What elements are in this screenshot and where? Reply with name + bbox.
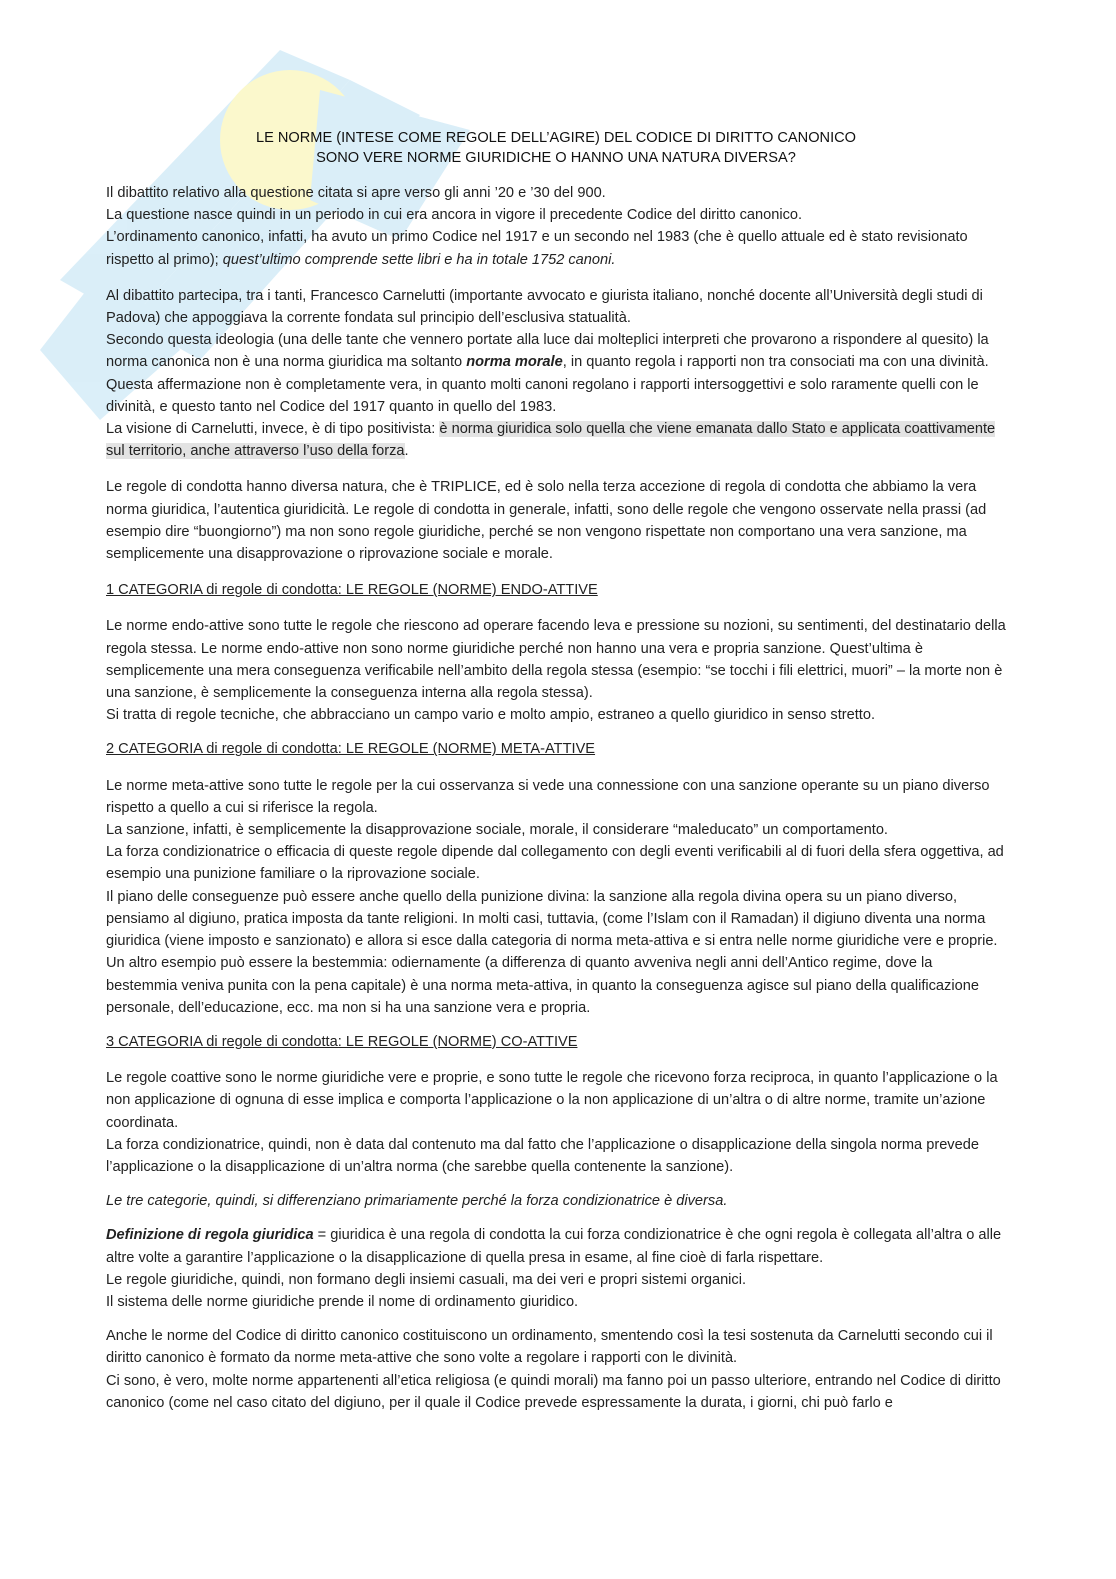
intro-line-3-italic: quest’ultimo comprende sette libri e ha in totale 1752 canoni.	[222, 251, 616, 268]
co-a: Le regole coattive sono le norme giuridiche vere e proprie, e sono tutte le regole che ricevono forza reciproca, in quanto l’applicazione o la non applicazione di ognuna di esse implica e comporta l’applicazione o la non applicazione di un’altra o di altre norme, tramite un’azione coordinata.	[106, 1070, 998, 1131]
meta-d: Il piano delle conseguenze può essere anche quello della punizione divina: la sanzione alla regola divina opera su un piano diverso, pensiamo al digiuno, pratica imposta da tante religioni. In molti casi, tuttavia, (come l’Islam con il Ramadan) il digiuno diventa una norma giuridica (viene imposto e sanzionato) e allora si esce dalla categoria di norma meta-attiva e si entra nelle norme giuridiche vere e proprie.	[106, 888, 998, 950]
intro-line-3	[106, 226, 1006, 270]
definition-b: Le regole giuridiche, quindi, non formano degli insiemi casuali, ma dei veri e propri sistemi organici.	[106, 1271, 747, 1288]
paragraph-carnelutti	[106, 285, 1006, 463]
carnelutti-b	[106, 329, 1006, 418]
title-line-2: SONO VERE NORME GIURIDICHE O HANNO UNA NATURA DIVERSA?	[316, 150, 796, 166]
meta-b: La sanzione, infatti, è semplicemente la disapprovazione sociale, morale, il considerare “maleducato” un comportamento.	[106, 822, 888, 839]
meta-c: La forza condizionatrice o efficacia di queste regole dipende dal collegamento con degli eventi verificabili al di fuori della sfera oggettiva, ad esempio una punizione familiare o la riprovazione sociale.	[106, 844, 1004, 883]
endo-a: Le norme endo-attive sono tutte le regole che riescono ad operare facendo leva e pressione su nozioni, su sentimenti, del destinatario della regola stessa. Le norme endo-attive non sono norme giuridiche perché non hanno una vera e propria sanzione. Quest’ultima è semplicemente una mera conseguenza verificabile nell’ambito della regola stessa (esempio: “se tocchi i fili elettrici, muori” – la morte non è una sanzione, è semplicemente la conseguenza interna alla regola stessa).	[106, 618, 1006, 702]
carnelutti-b-rest: , in quanto regola i rapporti non tra consociati ma con una divinità. Questa affermazione non è completamente vera, in quanto molti canoni regolano i rapporti intersoggettivi e solo raramente quelli con le divinità, e questo tanto nel Codice del 1917 quanto in quello del 1983.	[106, 354, 989, 415]
intro-line-2: La questione nasce quindi in un periodo in cui era ancora in vigore il precedente Codice del diritto canonico.	[106, 207, 803, 224]
paragraph-definition	[106, 1224, 1006, 1313]
definition-a	[106, 1224, 1006, 1268]
meta-e: Un altro esempio può essere la bestemmia: odiernamente (a differenza di quanto avveniva negli anni dell’Antico regime, dove la bestemmia veniva punita con la pena capitale) è una norma meta-attiva, in quanto la conseguenza agisce sul piano della qualificazione personale, dell’educazione, ecc. ma non si ha una sanzione vera e propria.	[106, 955, 979, 1016]
highlighted-definition: è norma giuridica solo quella che viene emanata dallo Stato e applicata coattivamente sul territorio, anche attraverso l’uso della forza	[106, 421, 996, 460]
definition-c: Il sistema delle norme giuridiche prende il nome di ordinamento giuridico.	[106, 1293, 579, 1310]
carnelutti-a: Al dibattito partecipa, tra i tanti, Francesco Carnelutti (importante avvocato e giurista italiano, nonché docente all’Università degli studi di Padova) che appoggiava la corrente fondata sul principio dell’esclusiva statualità.	[106, 287, 983, 327]
carnelutti-c-text: La visione di Carnelutti, invece, è di tipo positivista:	[106, 421, 440, 438]
heading-category-2: 2 CATEGORIA di regole di condotta: LE REGOLE (NORME) META-ATTIVE	[106, 741, 596, 758]
paragraph-triplice: Le regole di condotta hanno diversa natura, che è TRIPLICE, ed è solo nella terza accezione di regola di condotta che abbiamo la vera norma giuridica, l’autentica giuridicità. Le regole di condotta in generale, infatti, sono delle regole che vengono osservate nella prassi (ad esempio dire “buongiorno”) ma non sono regole giuridiche, perché se non vengono rispettate non comportano una vera sanzione, ma semplicemente una disapprovazione o riprovazione sociale e morale.	[106, 479, 987, 563]
intro-line-3-text: L’ordinamento canonico, infatti, ha avuto un primo Codice nel 1917 e un secondo nel 1983 (che è quello attuale ed è stato revisionato rispetto al primo);	[106, 229, 968, 268]
heading-category-1: 1 CATEGORIA di regole di condotta: LE REGOLE (NORME) ENDO-ATTIVE	[106, 582, 598, 599]
definition-term: Definizione di regola giuridica	[106, 1227, 314, 1244]
title-line-1: LE NORME (INTESE COME REGOLE DELL’AGIRE) DEL CODICE DI DIRITTO CANONICO	[255, 130, 857, 146]
conclusion-a: Anche le norme del Codice di diritto canonico costituiscono un ordinamento, smentendo così la tesi sostenuta da Carnelutti secondo cui il diritto canonico è formato da norme meta-attive che sono volte a regolare i rapporti con le divinità.	[106, 1328, 993, 1367]
paragraph-meta-attive	[106, 775, 1006, 1019]
document-title	[106, 128, 1006, 168]
heading-category-3: 3 CATEGORIA di regole di condotta: LE REGOLE (NORME) CO-ATTIVE	[106, 1033, 578, 1050]
summary-italic: Le tre categorie, quindi, si differenziano primariamente perché la forza condizionatrice è diversa.	[106, 1193, 728, 1210]
carnelutti-c	[106, 418, 1006, 462]
paragraph-conclusion	[106, 1325, 1006, 1414]
endo-b: Si tratta di regole tecniche, che abbracciano un campo vario e molto ampio, estraneo a quello giuridico in senso stretto.	[106, 707, 876, 724]
carnelutti-c-end: .	[404, 443, 409, 460]
meta-a: Le norme meta-attive sono tutte le regole per la cui osservanza si vede una connessione con una sanzione operante su un piano diverso rispetto a quello a cui si riferisce la regola.	[106, 777, 990, 816]
co-b: La forza condizionatrice, quindi, non è data dal contenuto ma dal fatto che l’applicazione o disapplicazione della singola norma prevede l’applicazione o la disapplicazione di un’altra norma (che sarebbe quella contenente la sanzione).	[106, 1136, 979, 1175]
paragraph-intro	[106, 182, 1006, 271]
document-page	[106, 128, 1006, 1426]
carnelutti-b-text: Secondo questa ideologia (una delle tante che vennero portate alla luce dai molteplici interpreti che provarono a rispondere al quesito) la norma canonica non è una norma giuridica ma soltanto	[106, 332, 989, 371]
paragraph-co-attive	[106, 1067, 1006, 1178]
conclusion-b: Ci sono, è vero, molte norme appartenenti all’etica religiosa (e quindi morali) ma fanno poi un passo ulteriore, entrando nel Codice di diritto canonico (come nel caso citato del digiuno, per il quale il Codice prevede espressamente la durata, i giorni, chi può farlo e	[106, 1372, 1001, 1411]
norma-morale-term: norma morale	[466, 354, 563, 371]
paragraph-endo-attive	[106, 615, 1006, 726]
definition-text: = giuridica è una regola di condotta la cui forza condizionatrice è che ogni regola è collegata all’altra o alle altre volte a garantire l’applicazione o la disapplicazione di quella presa in esame, al fine cioè di farla rispettare.	[106, 1227, 1002, 1266]
intro-line-1: Il dibattito relativo alla questione citata si apre verso gli anni ’20 e ’30 del 900.	[106, 185, 606, 201]
paragraph-summary	[106, 1190, 1006, 1212]
